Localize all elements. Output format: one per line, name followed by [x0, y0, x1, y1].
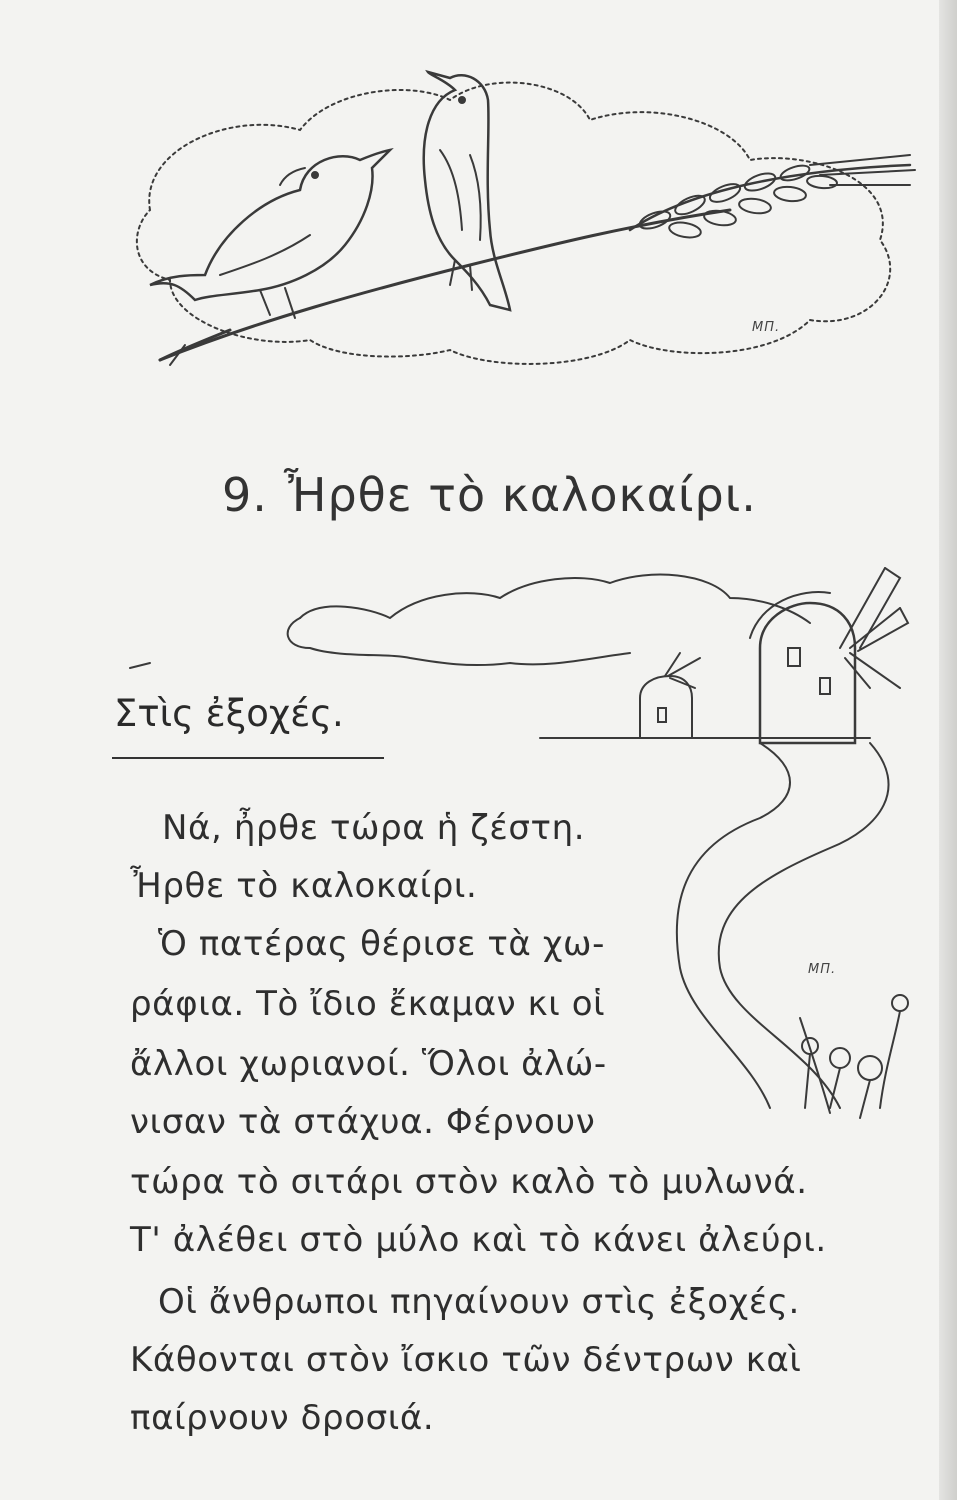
text-line: Ἦρθε τὸ καλοκαίρι. [130, 866, 478, 906]
text-line: Ὁ πατέρας θέρισε τὰ χω- [158, 924, 606, 964]
birds-on-wheat-illustration [110, 60, 930, 390]
section-heading-underline [112, 757, 384, 759]
text-line: Οἱ ἄνθρωποι πηγαίνουν στὶς ἐξοχές. [158, 1282, 800, 1322]
text-line: νισαν τὰ στάχυα. Φέρνουν [130, 1102, 596, 1142]
section-heading: Στὶς ἐξοχές. [114, 692, 344, 735]
text-line: Νά, ἦρθε τώρα ἡ ζέστη. [162, 808, 586, 848]
text-line: τώρα τὸ σιτάρι στὸν καλὸ τὸ μυλωνά. [130, 1162, 808, 1202]
illustrator-signature-right: ΜΠ. [808, 962, 837, 977]
illustrator-signature-top: ΜΠ. [752, 320, 781, 335]
text-line: ἄλλοι χωριανοί. Ὅλοι ἀλώ- [130, 1044, 607, 1084]
chapter-title: 9. Ἦρθε τὸ καλοκαίρι. [222, 468, 757, 522]
text-line: ράφια. Τὸ ἴδιο ἔκαμαν κι οἱ [130, 984, 606, 1024]
text-line: Τ' ἀλέθει στὸ μύλο καὶ τὸ κάνει ἀλεύρι. [130, 1220, 827, 1260]
page-edge-shadow [939, 0, 957, 1500]
text-line: παίρνουν δροσιά. [130, 1398, 435, 1438]
text-line: Κάθονται στὸν ἴσκιο τῶν δέντρων καὶ [130, 1340, 802, 1380]
